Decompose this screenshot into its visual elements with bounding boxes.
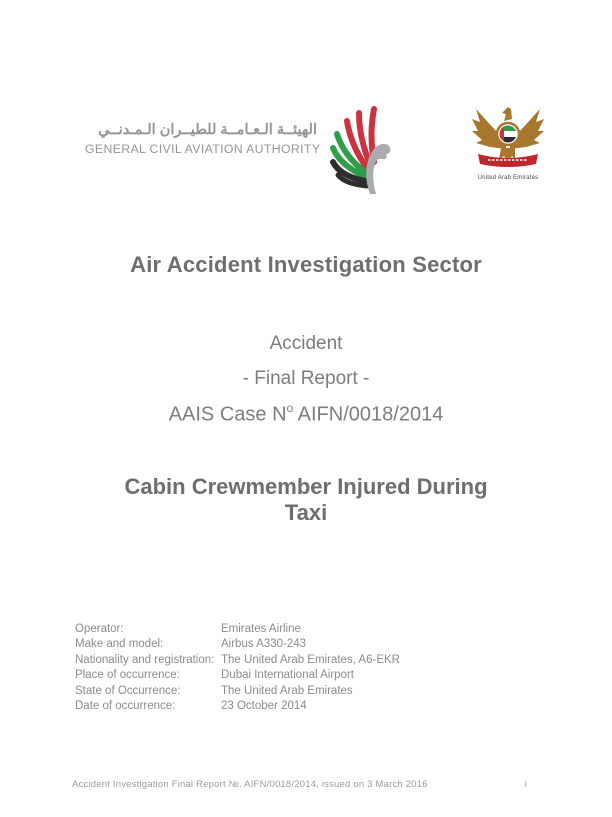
case-superscript: o xyxy=(286,401,294,415)
footer-report-reference: Accident Investigation Final Report №. AIFN/0018/2014, issued on 3 March 2016 xyxy=(72,779,428,790)
detail-label: Nationality and registration: xyxy=(75,653,215,666)
case-number: AIFN/0018/2014 xyxy=(297,403,444,426)
table-row xyxy=(75,653,400,668)
detail-label: Date of occurrence: xyxy=(75,700,176,713)
gcaa-arabic-name: الهيئــة الـعـامــة للطيــران الـمـدنــي xyxy=(98,122,317,138)
sector-title: Air Accident Investigation Sector xyxy=(130,252,482,277)
detail-value: Airbus A330-243 xyxy=(221,638,307,651)
uae-emblem-icon xyxy=(470,155,546,172)
table-row xyxy=(75,637,400,652)
occurrence-class: Accident xyxy=(269,333,343,354)
detail-label: Make and model: xyxy=(75,638,164,651)
gcaa-falcon-icon xyxy=(329,102,391,203)
gcaa-logo xyxy=(85,108,397,200)
gcaa-logo-text xyxy=(85,121,321,156)
case-number-line xyxy=(0,402,612,427)
page-footer xyxy=(72,779,527,790)
detail-value: The United Arab Emirates, A6-EKR xyxy=(221,653,400,666)
detail-value: Dubai International Airport xyxy=(221,669,354,682)
detail-label: Operator: xyxy=(75,623,124,635)
report-type: - Final Report - xyxy=(242,368,370,389)
detail-label: Place of occurrence: xyxy=(75,669,180,682)
table-row xyxy=(75,622,400,637)
case-prefix: AAIS Case N xyxy=(168,403,287,426)
report-title xyxy=(66,474,546,525)
footer-page-number: i xyxy=(524,779,527,790)
uae-emblem-caption: United Arab Emirates xyxy=(477,175,539,181)
table-row xyxy=(75,684,400,699)
table-row xyxy=(75,699,400,714)
detail-value: Emirates Airline xyxy=(221,623,301,635)
uae-emblem xyxy=(468,106,548,181)
occurrence-details xyxy=(75,622,400,714)
gcaa-english-name: GENERAL CIVIL AVIATION AUTHORITY xyxy=(85,141,321,156)
report-title-line2: Taxi xyxy=(284,499,328,525)
table-row xyxy=(75,668,400,683)
detail-value: The United Arab Emirates xyxy=(221,684,353,697)
detail-value: 23 October 2014 xyxy=(221,700,307,713)
report-title-line1: Cabin Crewmember Injured During xyxy=(124,474,488,499)
detail-label: State of Occurrence: xyxy=(75,684,181,697)
